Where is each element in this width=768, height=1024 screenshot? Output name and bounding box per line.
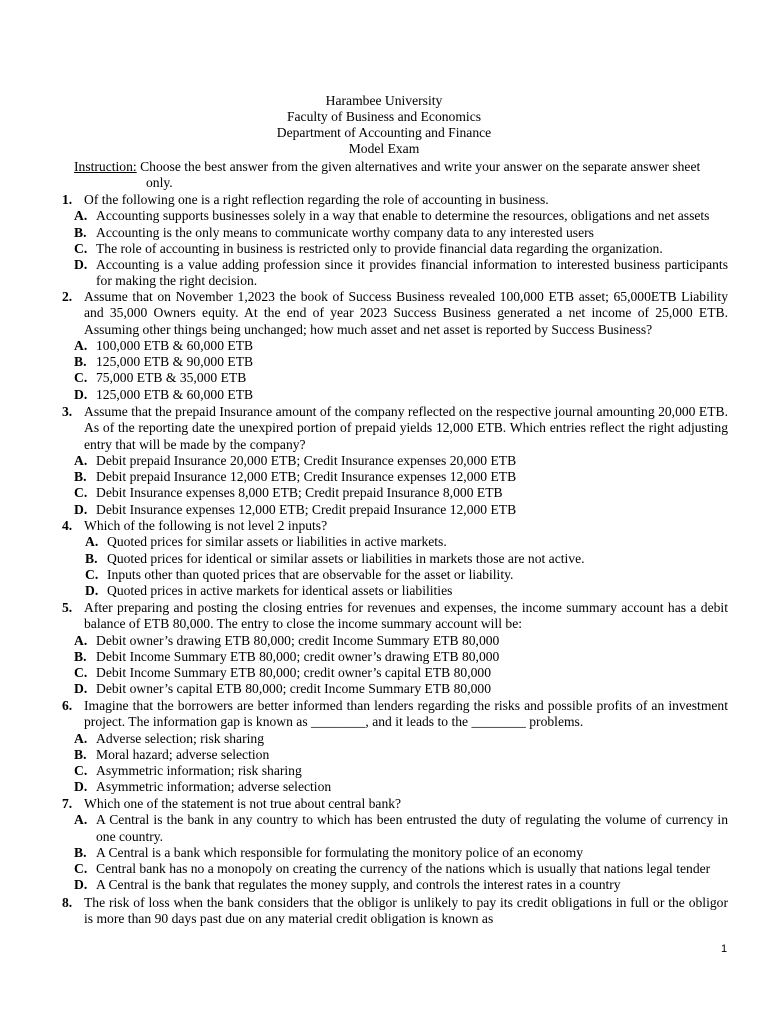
- university-name: Harambee University: [325, 93, 443, 108]
- question-text: Assume that on November 1,2023 the book of Success Business revealed 100,000 ETB asset; 65,000ETB Liability and 35,000 Owners equity. At the end of year 2023 Success Business generated a net income of 25,000 ETB. Assuming other things being unchanged; how much asset and net asset is reported by Success Business?: [84, 289, 728, 337]
- option-letter: B.: [74, 224, 87, 240]
- option-text: Debit Insurance expenses 8,000 ETB; Credit prepaid Insurance 8,000 ETB: [96, 485, 503, 501]
- answer-options: [62, 208, 728, 289]
- option-text: Asymmetric information; adverse selection: [96, 779, 332, 795]
- answer-option: [62, 453, 728, 469]
- option-text: Accounting is a value adding profession since it provides financial information to interested business participants for making the right decision.: [96, 257, 728, 289]
- answer-option: [62, 763, 728, 779]
- option-letter: B.: [74, 469, 87, 485]
- option-text: A Central is the bank that regulates the money supply, and controls the interest rates in a country: [96, 877, 621, 893]
- question-number: 8.: [62, 895, 73, 910]
- option-letter: C.: [74, 763, 88, 779]
- answer-options: [62, 534, 728, 599]
- answer-option: [62, 370, 728, 386]
- option-letter: B.: [74, 746, 87, 762]
- option-letter: A.: [74, 337, 88, 353]
- answer-option: [62, 241, 728, 257]
- question-number: 5.: [62, 600, 73, 615]
- question: [62, 404, 728, 518]
- option-letter: C.: [74, 485, 88, 501]
- exam-header: [0, 93, 768, 157]
- answer-option: [62, 681, 728, 697]
- answer-option: [62, 502, 728, 518]
- question: [62, 192, 728, 290]
- question-text: Imagine that the borrowers are better informed than lenders regarding the risks and possible profits of an investment project. The information gap is known as ________, and it leads to the ________ problems.: [84, 698, 728, 730]
- answer-options: [62, 453, 728, 518]
- answer-option: [62, 633, 728, 649]
- option-letter: B.: [85, 550, 98, 566]
- question: [62, 518, 728, 599]
- option-text: Asymmetric information; risk sharing: [96, 763, 302, 779]
- answer-option: [62, 779, 728, 795]
- option-text: Accounting supports businesses solely in a way that enable to determine the resources, obligations and net assets: [96, 208, 710, 224]
- option-text: Adverse selection; risk sharing: [96, 730, 264, 746]
- instruction-text: Choose the best answer from the given alternatives and write your answer on the separate answer sheet: [136, 159, 701, 174]
- answer-options: [62, 731, 728, 796]
- option-letter: B.: [74, 844, 87, 860]
- answer-option: [62, 225, 728, 241]
- option-text: Quoted prices for similar assets or liabilities in active markets.: [107, 534, 447, 550]
- option-text: 125,000 ETB & 90,000 ETB: [96, 354, 254, 370]
- question-number: 3.: [62, 404, 73, 419]
- answer-option: [62, 861, 728, 877]
- answer-option: [62, 731, 728, 747]
- option-letter: D.: [74, 779, 88, 795]
- option-letter: A.: [74, 208, 88, 224]
- answer-option: [62, 387, 728, 403]
- option-text: Central bank has no a monopoly on creating the currency of the nations which is usually that nations legal tender: [96, 861, 711, 877]
- option-letter: A.: [85, 534, 99, 550]
- answer-option: [62, 485, 728, 501]
- answer-option: [62, 469, 728, 485]
- option-letter: C.: [74, 665, 88, 681]
- option-text: Inputs other than quoted prices that are observable for the asset or liability.: [107, 566, 514, 582]
- question: [62, 289, 728, 403]
- option-letter: D.: [74, 257, 88, 273]
- question-number: 2.: [62, 289, 73, 304]
- question-number: 4.: [62, 518, 73, 533]
- answer-option: [62, 812, 728, 845]
- question-text: Of the following one is a right reflection regarding the role of accounting in business.: [84, 192, 549, 207]
- option-letter: A.: [74, 730, 88, 746]
- answer-option: [62, 649, 728, 665]
- option-text: Debit Insurance expenses 12,000 ETB; Credit prepaid Insurance 12,000 ETB: [96, 501, 517, 517]
- option-letter: B.: [74, 354, 87, 370]
- option-text: Accounting is the only means to communicate worthy company data to any interested users: [96, 224, 594, 240]
- option-text: Quoted prices for identical or similar assets or liabilities in markets those are not active.: [107, 550, 585, 566]
- question-text: After preparing and posting the closing entries for revenues and expenses, the income summary account has a debit balance of ETB 80,000. The entry to close the income summary account will be:: [84, 600, 728, 632]
- page-number: 1: [721, 943, 728, 955]
- answer-option: [62, 747, 728, 763]
- option-letter: D.: [74, 681, 88, 697]
- question-text: Which of the following is not level 2 inputs?: [84, 518, 328, 533]
- option-text: Debit Income Summary ETB 80,000; credit owner’s capital ETB 80,000: [96, 665, 492, 681]
- option-letter: A.: [74, 812, 88, 828]
- answer-option: [62, 257, 728, 290]
- answer-option: [62, 208, 728, 224]
- option-letter: C.: [74, 240, 88, 256]
- answer-options: [62, 633, 728, 698]
- option-text: Debit prepaid Insurance 20,000 ETB; Credit Insurance expenses 20,000 ETB: [96, 452, 517, 468]
- option-letter: C.: [85, 566, 99, 582]
- answer-option: [62, 338, 728, 354]
- option-letter: D.: [74, 877, 88, 893]
- option-letter: D.: [74, 501, 88, 517]
- answer-option: [62, 354, 728, 370]
- option-letter: C.: [74, 861, 88, 877]
- question-number: 1.: [62, 192, 73, 207]
- instruction: [74, 159, 744, 191]
- department-name: Department of Accounting and Finance: [276, 125, 492, 140]
- answer-option: [62, 567, 728, 583]
- instruction-label: Instruction:: [74, 159, 137, 174]
- option-text: Debit prepaid Insurance 12,000 ETB; Credit Insurance expenses 12,000 ETB: [96, 469, 517, 485]
- answer-option: [62, 534, 728, 550]
- faculty-name: Faculty of Business and Economics: [286, 109, 482, 124]
- option-letter: D.: [74, 386, 88, 402]
- question-text: Which one of the statement is not true about central bank?: [84, 796, 402, 811]
- option-letter: A.: [74, 632, 88, 648]
- question-number: 6.: [62, 698, 73, 713]
- option-text: Debit Income Summary ETB 80,000; credit owner’s drawing ETB 80,000: [96, 648, 500, 664]
- answer-options: [62, 812, 728, 893]
- option-text: The role of accounting in business is restricted only to provide financial data regarding the organization.: [96, 240, 663, 256]
- option-text: 100,000 ETB & 60,000 ETB: [96, 337, 254, 353]
- option-letter: C.: [74, 370, 88, 386]
- question: [62, 796, 728, 894]
- answer-option: [62, 665, 728, 681]
- question: [62, 895, 728, 928]
- question-number: 7.: [62, 796, 73, 811]
- option-letter: B.: [74, 648, 87, 664]
- option-text: A Central is a bank which responsible for formulating the monitory police of an economy: [96, 844, 583, 860]
- answer-option: [62, 551, 728, 567]
- option-text: Debit owner’s capital ETB 80,000; credit Income Summary ETB 80,000: [96, 681, 492, 697]
- option-text: 75,000 ETB & 35,000 ETB: [96, 370, 247, 386]
- question: [62, 600, 728, 698]
- instruction-continuation: only.: [146, 175, 173, 190]
- option-letter: A.: [74, 452, 88, 468]
- question-text: Assume that the prepaid Insurance amount of the company reflected on the respective journal amounting 20,000 ETB. As of the reporting date the unexpired portion of prepaid yields 12,000 ETB. Which entries reflect the right adjusting entry that will be made by the company?: [84, 404, 728, 452]
- question-text: The risk of loss when the bank considers that the obligor is unlikely to pay its credit obligations in full or the obligor is more than 90 days past due on any material credit obligation is known as: [84, 895, 728, 927]
- option-text: Moral hazard; adverse selection: [96, 746, 270, 762]
- option-letter: D.: [85, 583, 99, 599]
- answer-option: [62, 583, 728, 599]
- option-text: Debit owner’s drawing ETB 80,000; credit Income Summary ETB 80,000: [96, 632, 500, 648]
- option-text: Quoted prices in active markets for identical assets or liabilities: [107, 583, 453, 599]
- exam-title: Model Exam: [348, 141, 420, 156]
- answer-option: [62, 845, 728, 861]
- option-text: A Central is the bank in any country to which has been entrusted the duty of regulating the volume of currency in one country.: [96, 812, 728, 844]
- answer-option: [62, 877, 728, 893]
- option-text: 125,000 ETB & 60,000 ETB: [96, 386, 254, 402]
- answer-options: [62, 338, 728, 403]
- question: [62, 698, 728, 796]
